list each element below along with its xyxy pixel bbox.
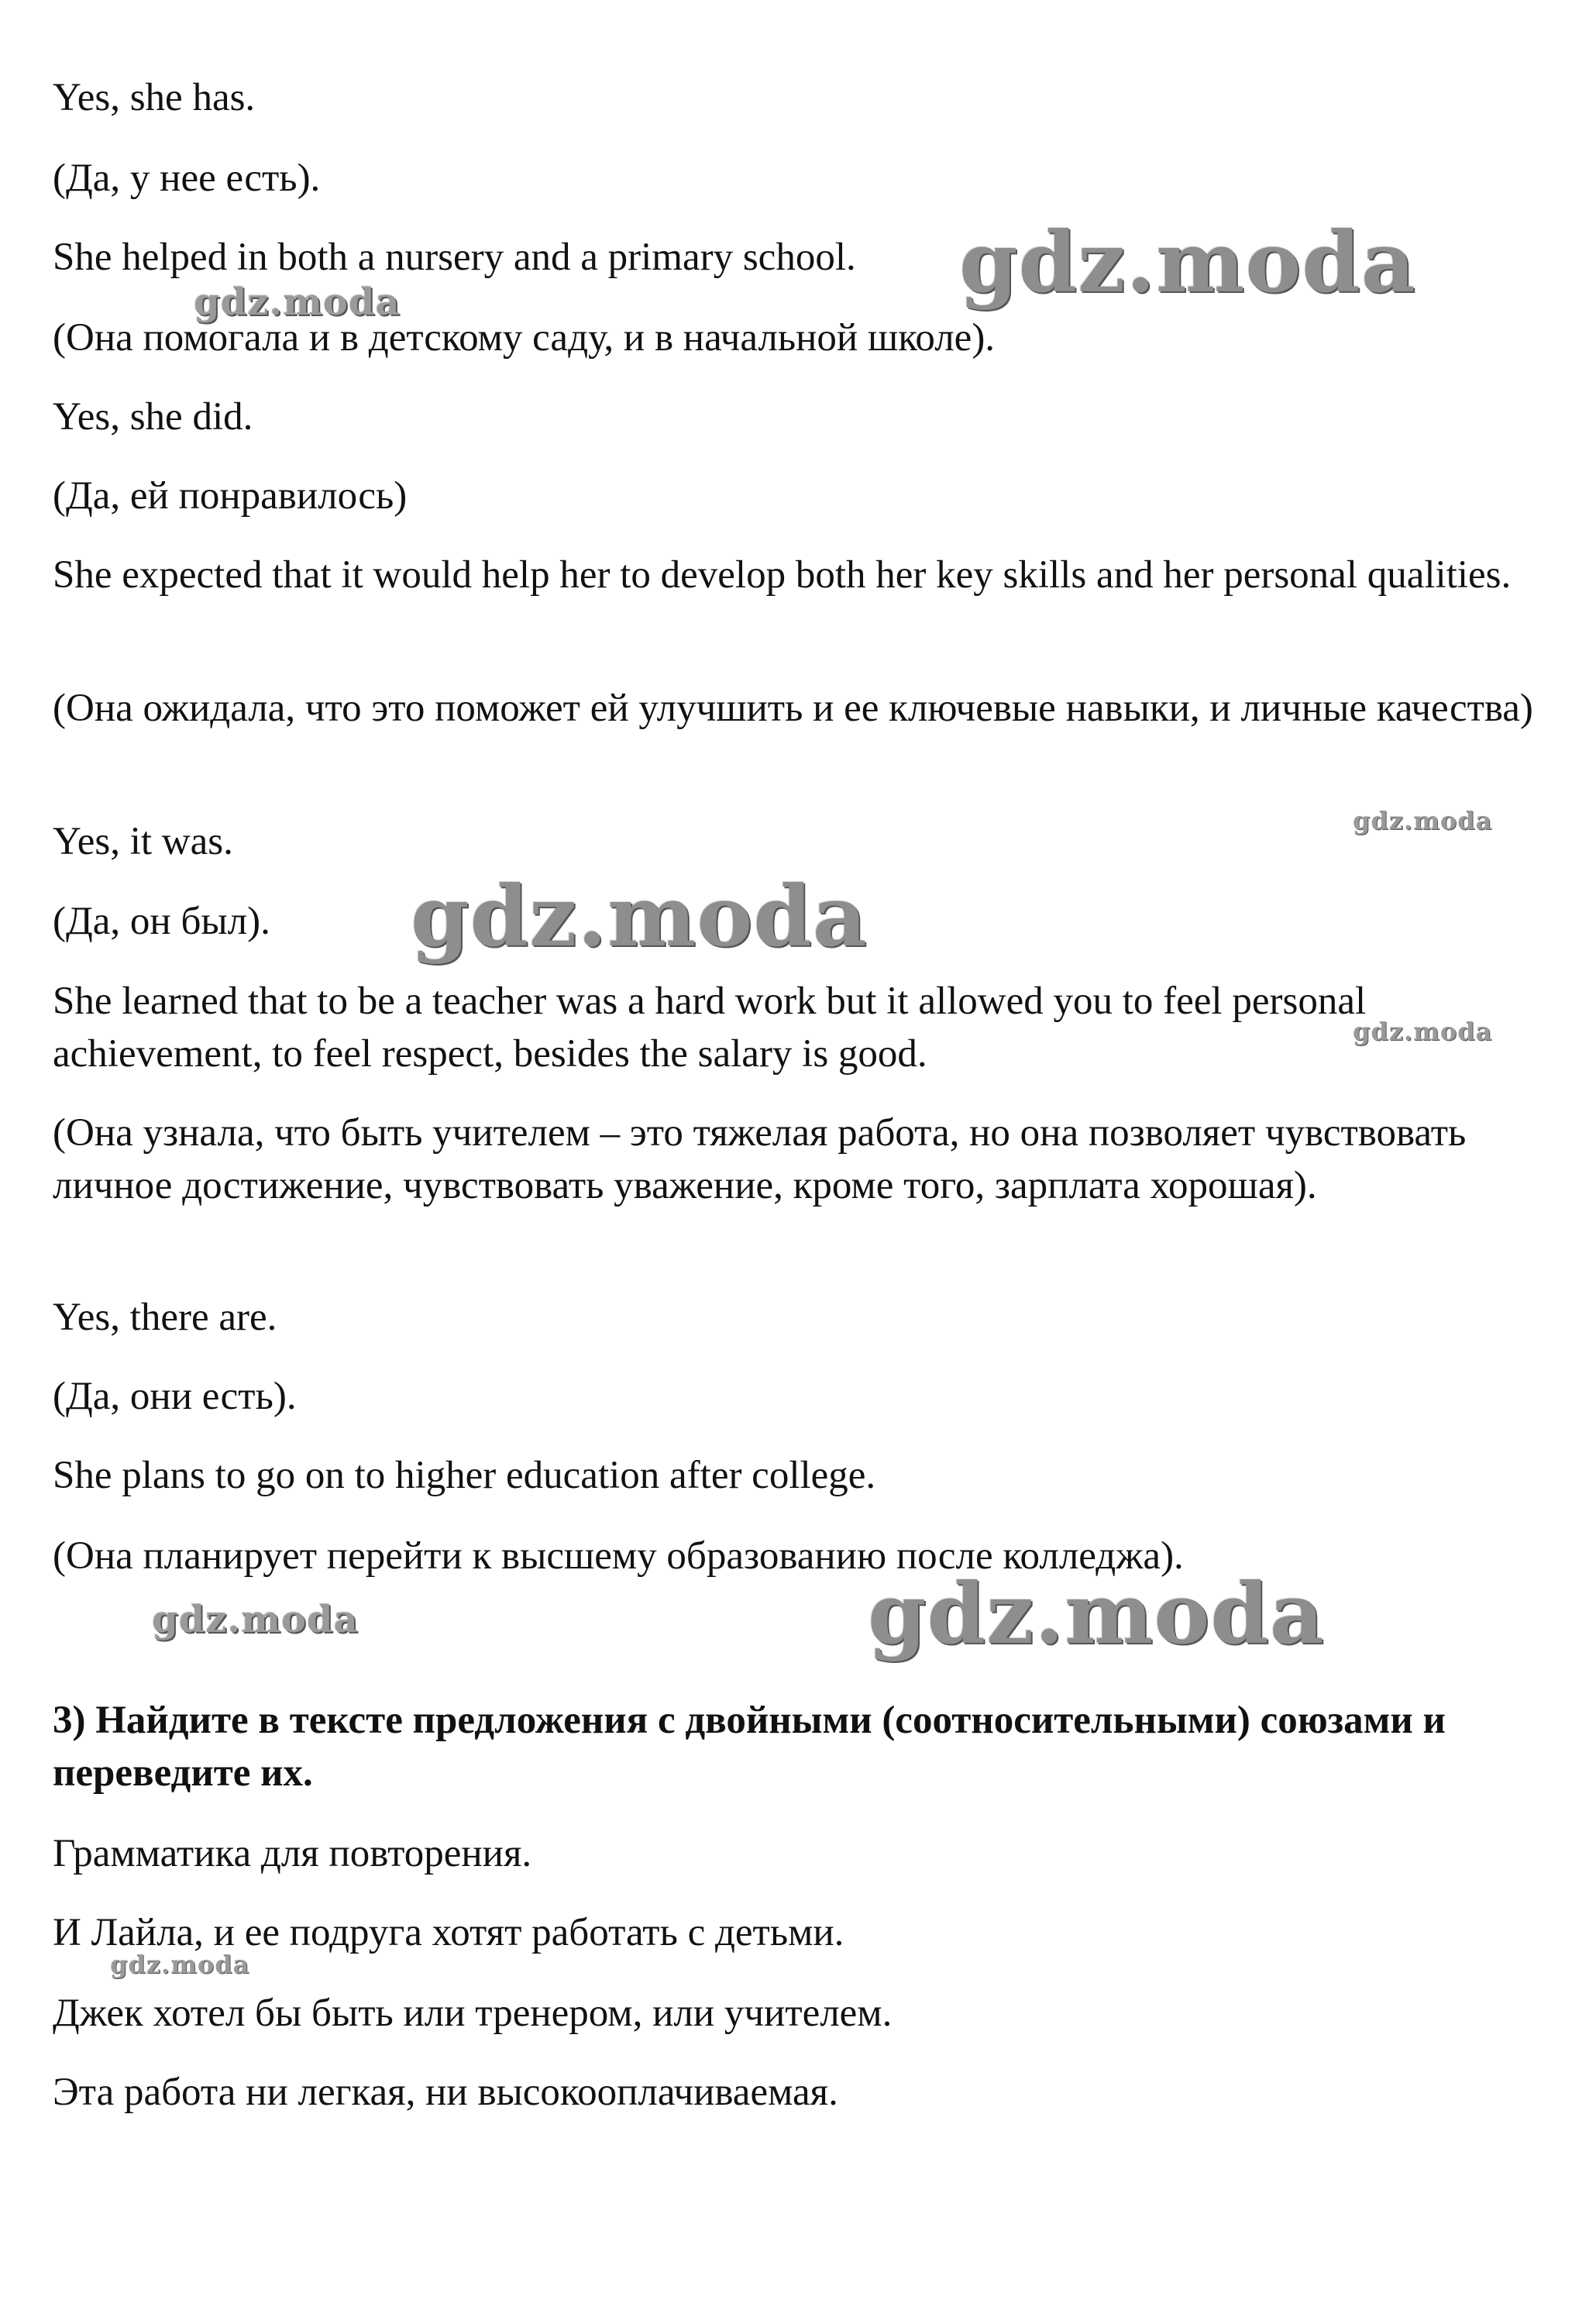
grammar-line-2: И Лайла, и ее подруга хотят работать с детьми. bbox=[53, 1911, 844, 1954]
answer-line-2: (Да, у нее есть). bbox=[53, 157, 321, 200]
watermark-logo: gdz.moda bbox=[1353, 806, 1493, 835]
answer-line-4: (Она помогала и в детскому саду, и в начальной школе). bbox=[53, 316, 996, 360]
answer-line-6: (Да, ей понравилось) bbox=[53, 474, 408, 518]
answer-line-3: She helped in both a nursery and a primary school. bbox=[53, 236, 856, 279]
grammar-line-4: Эта работа ни легкая, ни высокооплачиваемая. bbox=[53, 2071, 838, 2114]
watermark-logo: gdz.moda bbox=[868, 1565, 1325, 1663]
answer-line-14: (Да, они есть). bbox=[53, 1375, 297, 1418]
grammar-line-1: Грамматика для повторения. bbox=[53, 1832, 532, 1875]
answer-line-16: (Она планирует перейти к высшему образованию после колледжа). bbox=[53, 1534, 1184, 1578]
grammar-line-3: Джек хотел бы быть или тренером, или учителем. bbox=[53, 1992, 893, 2035]
watermark-logo: gdz.moda bbox=[152, 1598, 359, 1641]
answer-line-10: (Да, он был). bbox=[53, 900, 270, 943]
answer-line-11: She learned that to be a teacher was a hard work but it allowed you to feel personal achievement, to feel respect, besides the salary is good. bbox=[53, 980, 1367, 1076]
answer-line-1: Yes, she has. bbox=[53, 76, 256, 119]
answer-line-12: (Она узнала, что быть учителем – это тяжелая работа, но она позволяет чувствовать личное достижение, чувствовать уважение, кроме того, зарплата хорошая). bbox=[53, 1111, 1467, 1207]
watermark-logo: gdz.moda bbox=[194, 281, 401, 324]
answer-line-15: She plans to go on to higher education after college. bbox=[53, 1454, 876, 1497]
watermark-logo: gdz.moda bbox=[959, 214, 1416, 312]
answer-line-13: Yes, there are. bbox=[53, 1296, 277, 1339]
watermark-logo: gdz.moda bbox=[411, 868, 868, 966]
watermark-logo: gdz.moda bbox=[1353, 1017, 1493, 1046]
watermark-logo: gdz.moda bbox=[110, 1950, 250, 1979]
task-heading: 3) Найдите в тексте предложения с двойными (соотносительными) союзами и переведите их. bbox=[53, 1699, 1446, 1795]
answer-line-9: Yes, it was. bbox=[53, 820, 233, 863]
answer-line-5: Yes, she did. bbox=[53, 395, 253, 439]
answer-line-8: (Она ожидала, что это поможет ей улучшить и ее ключевые навыки, и личные качества) bbox=[53, 687, 1533, 730]
answer-line-7: She expected that it would help her to develop both her key skills and her personal qualities. bbox=[53, 553, 1512, 597]
